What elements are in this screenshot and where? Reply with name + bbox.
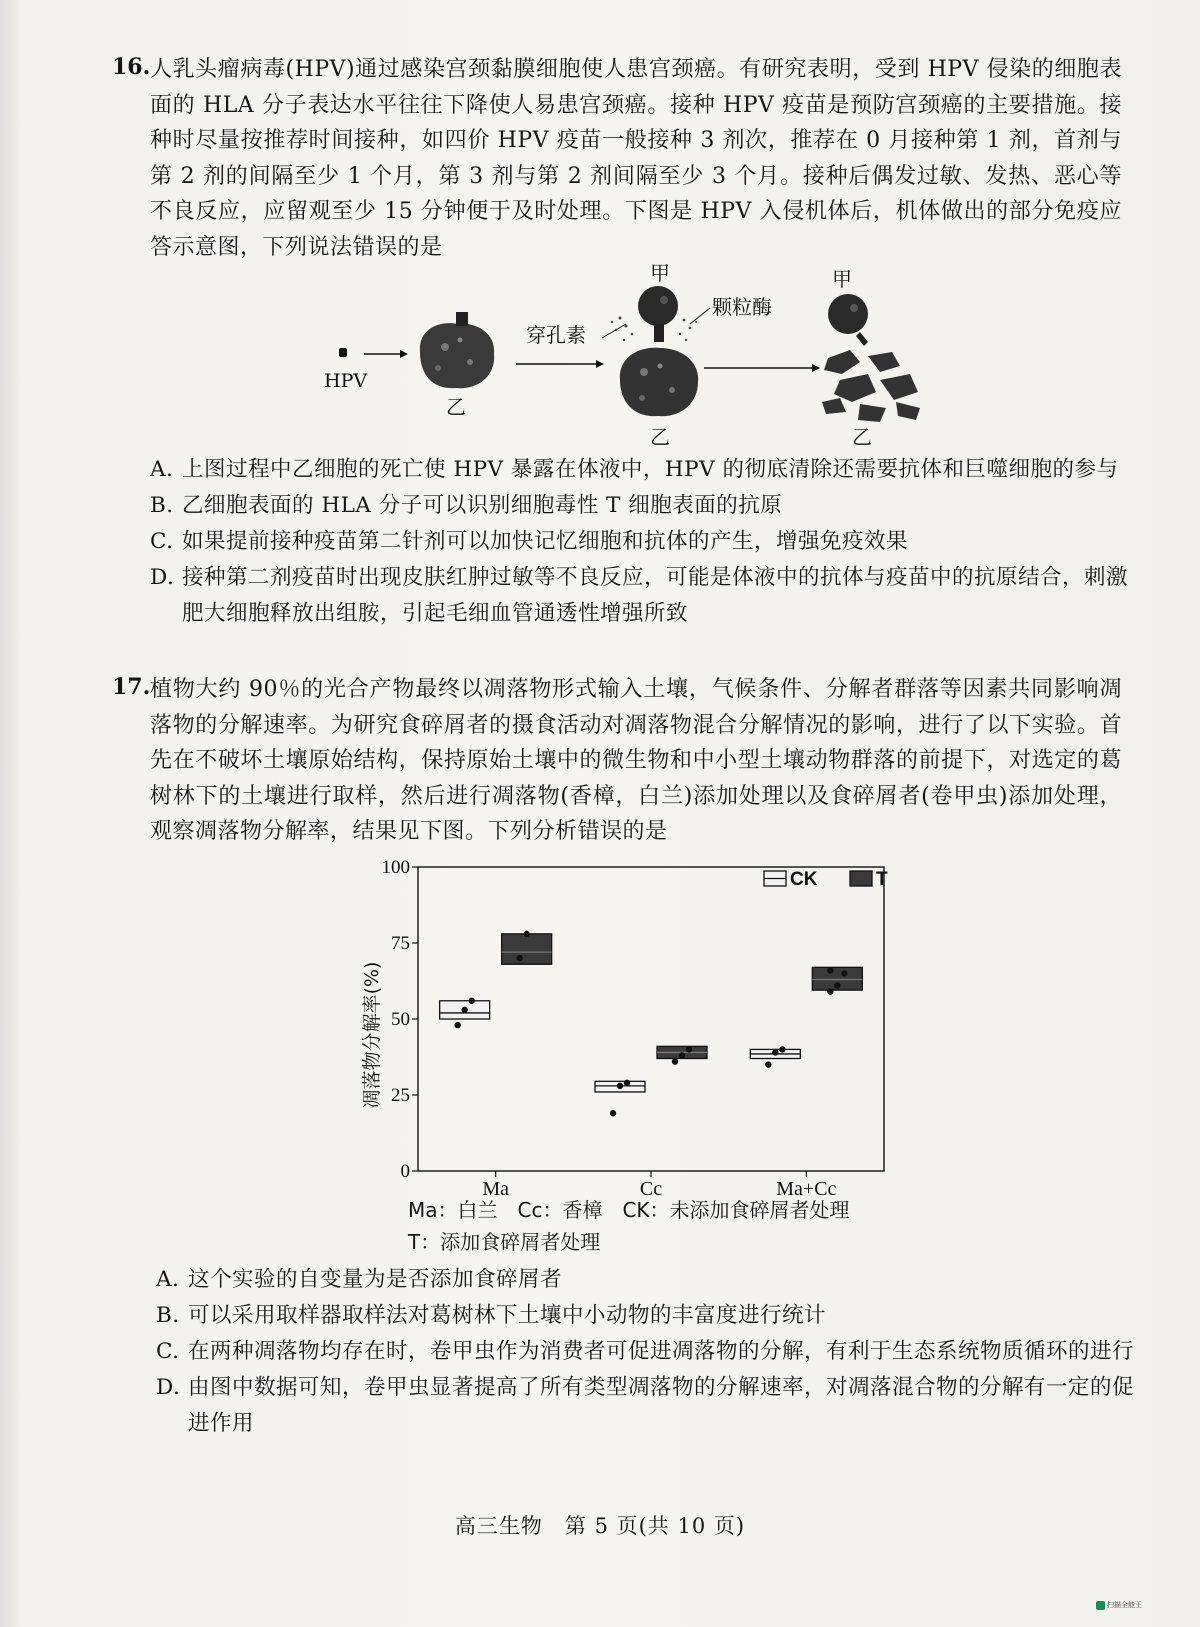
arrow-3-head [812,364,820,372]
question-16-options [150,452,1130,632]
chart-caption [408,1194,928,1258]
cell-jia-detached [828,294,868,346]
point-T-Cc-2 [686,1046,692,1052]
question-stem: 人乳头瘤病毒(HPV)通过感染宫颈黏膜细胞使人患宫颈癌。有研究表明，受到 HPV 侵染的细胞表面的 HLA 分子表达水平往往下降使人易患宫颈癌。接种 HPV 疫苗是预防宫颈癌的主要措施。接种时尽量按推荐时间接种，如四价 HPV 疫苗一般接种 3 剂次，推荐在 0 月接种第 1 剂，首剂与第 2 剂的间隔至少 1 个月，第 3 剂与第 2 剂间隔至少 3 个月。接种后偶发过敏、发热、恶心等不良反应，应留观至少 15 分钟便于及时处理。下图是 HPV 入侵机体后，机体做出的部分免疫应答示意图，下列说法错误的是 [150,57,1122,260]
option-a[interactable]: A. 这个实验的自变量为是否添加食碎屑者 [156,1267,563,1292]
option-b[interactable]: B. 可以采用取样器取样法对葛树林下土壤中小动物的丰富度进行统计 [156,1303,827,1328]
point-T-Ma+Cc-0 [827,988,833,994]
decomposition-chart [352,855,912,1200]
point-CK-Ma-1 [461,1007,467,1013]
point-CK-Ma+Cc-1 [772,1049,778,1055]
cell-yi-1-label: 乙 [446,395,466,419]
page-footer: 高三生物 第 5 页(共 10 页) [454,1514,746,1538]
point-CK-Ma+Cc-0 [765,1061,771,1067]
immune-diagram-svg [320,262,940,452]
immune-response-diagram [320,262,940,452]
question-16 [112,52,1122,265]
x-tick-label-Ma+Cc: Ma+Cc [776,1178,837,1200]
point-T-Ma+Cc-2 [841,970,847,976]
hpv-label: HPV [324,370,368,392]
option-d[interactable]: D. 由图中数据可知，卷甲虫显著提高了所有类型凋落物的分解速率，对凋落混合物的分解有一定的促进作用 [156,1375,1135,1436]
point-CK-Ma-0 [454,1022,460,1028]
x-tick-label-Ma: Ma [482,1178,510,1200]
cell-yi-2-label: 乙 [650,425,670,449]
legend-label-T: T [876,869,888,890]
legend-label-CK: CK [790,869,818,890]
cell-jia-attacking [611,286,697,342]
granzyme-label: 颗粒酶 [712,295,772,319]
y-tick-label-0: 0 [400,1161,410,1182]
y-tick-label-50: 50 [391,1009,410,1030]
cell-yi-fragments [822,350,920,422]
cell-yi-1 [420,312,494,388]
caption-line-1: Ma：白兰 Cc：香樟 CK：未添加食碎屑者处理 [408,1198,850,1222]
point-CK-Ma+Cc-2 [779,1046,785,1052]
question-17 [112,672,1122,850]
arrow-2-head [596,360,604,368]
point-T-Ma+Cc-1 [834,982,840,988]
perforin-pointer [602,324,626,338]
option-d[interactable]: D. 接种第二剂疫苗时出现皮肤红肿过敏等不良反应，可能是体液中的抗体与疫苗中的抗原结合，刺激肥大细胞释放出组胺，引起毛细血管通透性增强所致 [150,565,1129,626]
y-axis-label: 凋落物分解率(%) [361,961,383,1109]
question-17-options [156,1262,1136,1442]
cell-yi-2 [620,348,698,416]
question-stem: 植物大约 90％的光合产物最终以凋落物形式输入土壤，气候条件、分解者群落等因素共同影响凋落物的分解速率。为研究食碎屑者的摄食活动对凋落物混合分解情况的影响，进行了以下实验。首先在不破坏土壤原始结构，保持原始土壤中的微生物和中小型土壤动物群落的前提下，对选定的葛树林下的土壤进行取样，然后进行凋落物(香樟，白兰)添加处理以及食碎屑者(卷甲虫)添加处理，观察凋落物分解率，结果见下图。下列分析错误的是 [150,677,1122,844]
point-T-Ma-0 [516,955,522,961]
cell-yi-3-label: 乙 [852,425,872,449]
y-tick-label-100: 100 [381,857,410,878]
granzyme-pointer [690,308,710,324]
option-c[interactable]: C. 在两种凋落物均存在时，卷甲虫作为消费者可促进凋落物的分解，有利于生态系统物质循环的进行 [156,1339,1135,1364]
caption-line-2: T：添加食碎屑者处理 [408,1230,601,1254]
perforin-label: 穿孔素 [526,323,586,347]
option-c[interactable]: C. 如果提前接种疫苗第二针剂可以加快记忆细胞和抗体的产生，增强免疫效果 [150,529,909,554]
point-T-Ma+Cc-3 [827,967,833,973]
option-a[interactable]: A. 上图过程中乙细胞的死亡使 HPV 暴露在体液中，HPV 的彻底清除还需要抗体和巨噬细胞的参与 [150,457,1119,482]
scanner-logo-icon [1096,1601,1105,1610]
question-number: 16. [112,54,151,80]
point-CK-Cc-2 [624,1080,630,1086]
point-T-Ma-1 [523,931,529,937]
point-CK-Cc-1 [617,1083,623,1089]
legend-swatch-T [850,871,872,886]
point-CK-Cc-0 [610,1110,616,1116]
x-tick-label-Cc: Cc [639,1178,663,1200]
cell-jia-label-1: 甲 [650,262,670,285]
box-T-Ma [502,934,552,964]
arrow-1-head [400,350,408,358]
point-CK-Ma-2 [468,998,474,1004]
hpv-particle [339,348,347,357]
y-tick-label-75: 75 [391,933,410,954]
question-number: 17. [112,674,151,700]
point-T-Cc-1 [679,1052,685,1058]
scanner-watermark: 扫描全能王 [1096,1600,1142,1610]
point-T-Cc-0 [672,1058,678,1064]
option-b[interactable]: B. 乙细胞表面的 HLA 分子可以识别细胞毒性 T 细胞表面的抗原 [150,493,783,518]
y-tick-label-25: 25 [391,1085,410,1106]
cell-jia-label-2: 甲 [832,267,852,291]
box-plot-svg [352,855,912,1200]
